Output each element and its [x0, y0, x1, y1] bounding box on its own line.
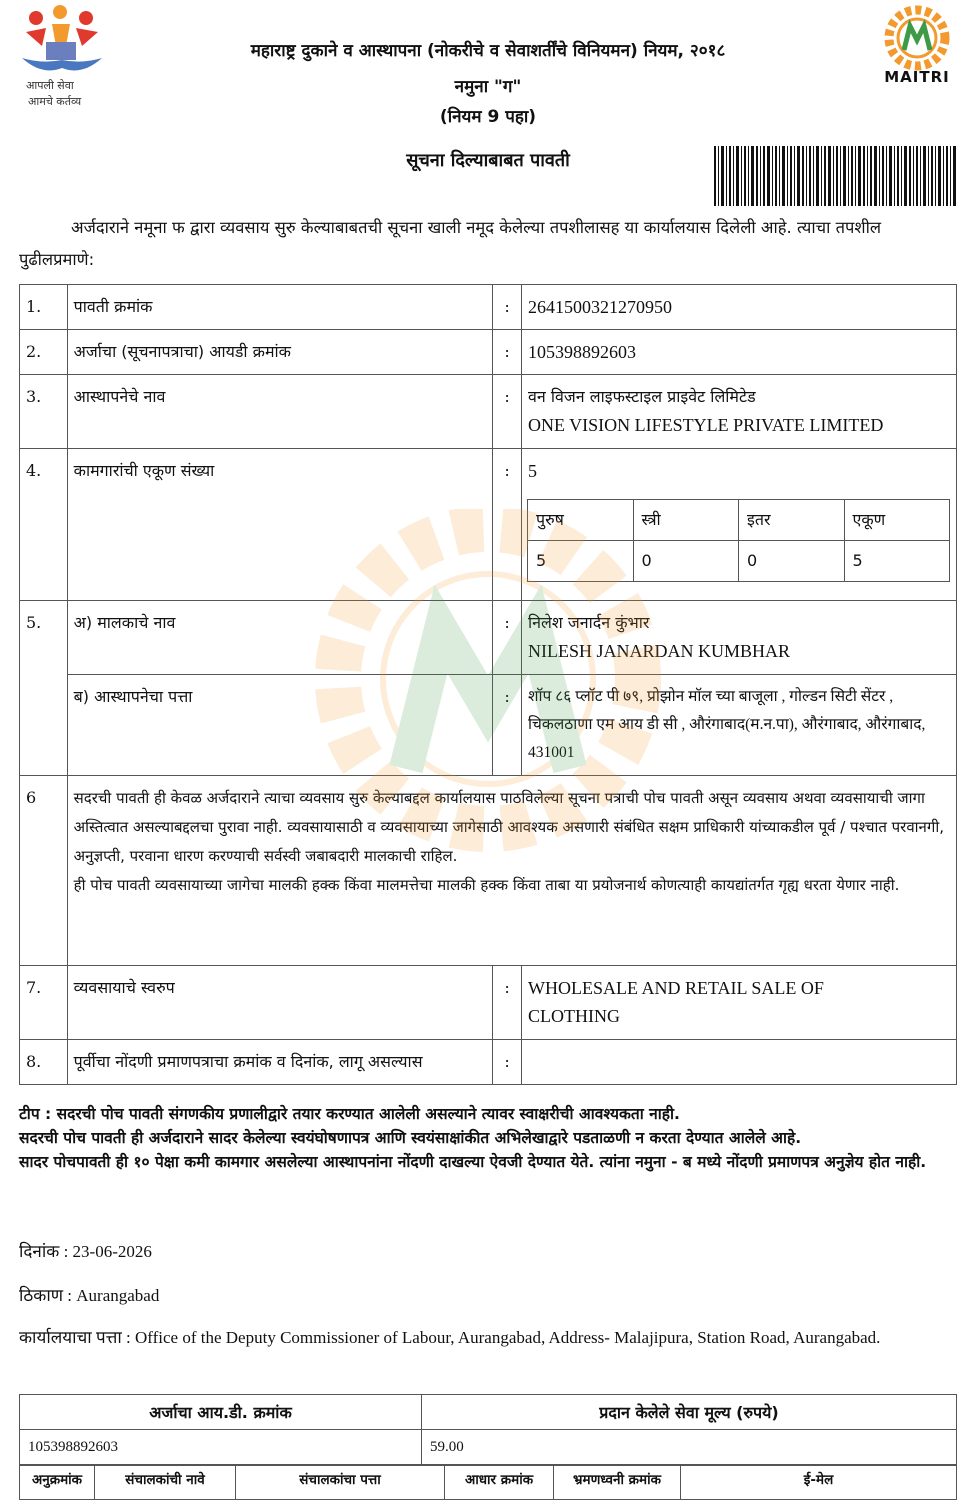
colon: : [493, 601, 522, 675]
office-address: कार्यालयाचा पत्ता : Office of the Deputy Commissioner of Labour, Aurangabad, Address- Malajipura, Station Road, Aurangabad. [19, 1328, 881, 1347]
total-header: एकूण [844, 500, 950, 541]
business-nature-label: व्यवसायाचे स्वरुप [67, 966, 492, 1040]
email-header: ई-मेल [681, 1465, 957, 1500]
total-workers-label: कामगारांची एकूण संख्या [67, 449, 492, 601]
application-id-value: 105398892603 [522, 330, 957, 375]
table-row [20, 675, 957, 776]
other-count: 0 [739, 541, 845, 582]
logo-tagline-2: आमचे कर्तव्य [28, 95, 82, 108]
row-number: 7. [20, 966, 68, 1040]
note-section [19, 1102, 959, 1174]
form-title: महाराष्ट्र दुकाने व आस्थापना (नोकरीचे व सेवाशर्तींचे विनियमन) नियम, २०१८ [250, 41, 726, 61]
service-fee-header: प्रदान केलेले सेवा मूल्य (रुपये) [422, 1395, 957, 1430]
receipt-number-label: पावती क्रमांक [67, 285, 492, 330]
issue-date: दिनांक : 23-06-2026 [19, 1242, 152, 1261]
directors-table [19, 1464, 957, 1500]
service-fee-cell: 59.00 [422, 1430, 957, 1466]
colon: : [493, 449, 522, 601]
mobile-number-header: भ्रमणध्वनी क्रमांक [554, 1465, 681, 1500]
establishment-address-label: ब) आस्थापनेचा पत्ता [67, 675, 492, 776]
logo-tagline-1: आपली सेवा [26, 79, 74, 92]
details-table [19, 284, 957, 1085]
application-id-header: अर्जाचा आय.डी. क्रमांक [20, 1395, 422, 1430]
owner-name-english: NILESH JANARDAN KUMBHAR [528, 641, 791, 661]
total-workers-value [522, 449, 957, 601]
page-title: सूचना दिल्याबाबत पावती [406, 150, 570, 171]
colon: : [493, 1040, 522, 1085]
female-count: 0 [633, 541, 739, 582]
row-number: 5. [20, 601, 68, 776]
owner-name-value [522, 601, 957, 675]
establishment-name-value [522, 375, 957, 449]
director-address-header: संचालकांचा पत्ता [236, 1465, 445, 1500]
application-id-label: अर्जाचा (सूचनापत्राचा) आयडी क्रमांक [67, 330, 492, 375]
receipt-number-value: 2641500321270950 [522, 285, 957, 330]
note-line-2: सदरची पोच पावती ही अर्जदाराने सादर केलेल्या स्वयंघोषणापत्र आणि स्वयंसाक्षांकीत अभिलेखाद्वारे पडताळणी न करता देण्यात आलेले आहे. [19, 1129, 802, 1147]
serial-number-header: अनुक्रमांक [20, 1465, 95, 1500]
male-count: 5 [528, 541, 634, 582]
colon: : [493, 966, 522, 1040]
aadhaar-number-header: आधार क्रमांक [445, 1465, 554, 1500]
gear-icon [864, 2, 970, 72]
table-row [20, 601, 957, 675]
note-line-3: सादर पोचपावती ही १० पेक्षा कमी कामगार असलेल्या आस्थापनांना नोंदणी दाखल्या ऐवजी देण्यात येते. त्यांना नमुना - ब मध्ये नोंदणी प्रमाणपत्र अनुज्ञेय होत नाही. [19, 1153, 927, 1171]
row-number: 2. [20, 330, 68, 375]
colon: : [493, 375, 522, 449]
row-number: 1. [20, 285, 68, 330]
establishment-name-label: आस्थापनेचे नाव [67, 375, 492, 449]
form-number: नमुना "ग" [454, 77, 522, 97]
disclaimer-text [67, 776, 956, 966]
disclaimer-paragraph-2: ही पोच पावती व्यवसायाच्या जागेचा मालकी हक्क किंवा मालमत्तेचा मालकी हक्क किंवा ताबा या प्रयोजनार्थ कोणत्याही कायद्यांतर्गत गृह्य धरता येणार नाही. [73, 876, 900, 894]
previous-registration-value [522, 1040, 957, 1085]
row-number: 3. [20, 375, 68, 449]
total-count: 5 [844, 541, 950, 582]
row-number: 8. [20, 1040, 68, 1085]
row-number: 6 [20, 776, 68, 966]
table-row [20, 776, 957, 966]
business-nature-value: WHOLESALE AND RETAIL SALE OF CLOTHING [522, 966, 957, 1040]
director-names-header: संचालकांची नावे [95, 1465, 236, 1500]
owner-name-label: अ) मालकाचे नाव [67, 601, 492, 675]
table-row [20, 285, 957, 330]
rule-reference: (नियम 9 पहा) [439, 107, 537, 127]
service-fee-table [19, 1394, 957, 1466]
other-header: इतर [739, 500, 845, 541]
colon: : [493, 330, 522, 375]
table-row [20, 966, 957, 1040]
barcode [714, 146, 958, 206]
previous-registration-label: पूर्वीचा नोंदणी प्रमाणपत्राचा क्रमांक व दिनांक, लागू असल्यास [67, 1040, 492, 1085]
establishment-address-value: शॉप ८६ प्लॉट पी ७९, प्रोझोन मॉल च्या बाजूला , गोल्डन सिटी सेंटर , चिकलठाणा एम आय डी सी , औरंगाबाद(म.न.पा), औरंगाबाद, औरंगाबाद, 431001 [522, 675, 957, 776]
colon: : [493, 285, 522, 330]
table-row [20, 449, 957, 601]
male-header: पुरुष [528, 500, 634, 541]
disclaimer-paragraph-1: सदरची पावती ही केवळ अर्जदाराने त्याचा व्यवसाय सुरु केल्याबद्दल कार्यालयास पाठविलेल्या सूचना पत्राची पोच पावती असून व्यवसाय अथवा व्यवसायाची जागा अस्तित्वात असल्याबद्दलचा पुरावा नाही. व्यवसायासाठी व व्यवसायाच्या जागेसाठी आवश्यक असणारी संबंधित सक्षम प्राधिकारी यांच्याकडील पूर्व / पश्चात परवानगी, अनुज्ञप्ती, परवाना धारण करण्याची सर्वस्वी जबाबदारी मालकाची राहिल. [73, 789, 944, 865]
table-row [20, 330, 957, 375]
intro-paragraph: अर्जदाराने नमूना फ द्वारा व्यवसाय सुरु केल्याबाबतची सूचना खाली नमूद केलेल्या तपशीलासह या कार्यालयास दिलेली आहे. त्याचा तपशील पुढीलप्रमाणे: [19, 218, 882, 269]
establishment-name-english: ONE VISION LIFESTYLE PRIVATE LIMITED [528, 415, 884, 435]
application-id-cell: 105398892603 [20, 1430, 422, 1466]
maitri-logo-text: MAITRI [884, 68, 950, 86]
issue-place: ठिकाण : Aurangabad [19, 1286, 160, 1305]
row-number: 4. [20, 449, 68, 601]
establishment-name-marathi: वन विजन लाइफस्टाइल प्राइवेट लिमिटेड [528, 387, 756, 406]
table-row [20, 375, 957, 449]
table-row [20, 1040, 957, 1085]
owner-name-marathi: निलेश जनार्दन कुंभार [528, 613, 650, 632]
colon: : [493, 675, 522, 776]
total-workers-count: 5 [528, 461, 537, 481]
female-header: स्त्री [633, 500, 739, 541]
note-line-1: टीप : सदरची पोच पावती संगणकीय प्रणालीद्वारे तयार करण्यात आलेली असल्याने त्यावर स्वाक्षरीची आवश्यकता नाही. [19, 1105, 680, 1123]
workers-breakdown-table [527, 499, 950, 582]
